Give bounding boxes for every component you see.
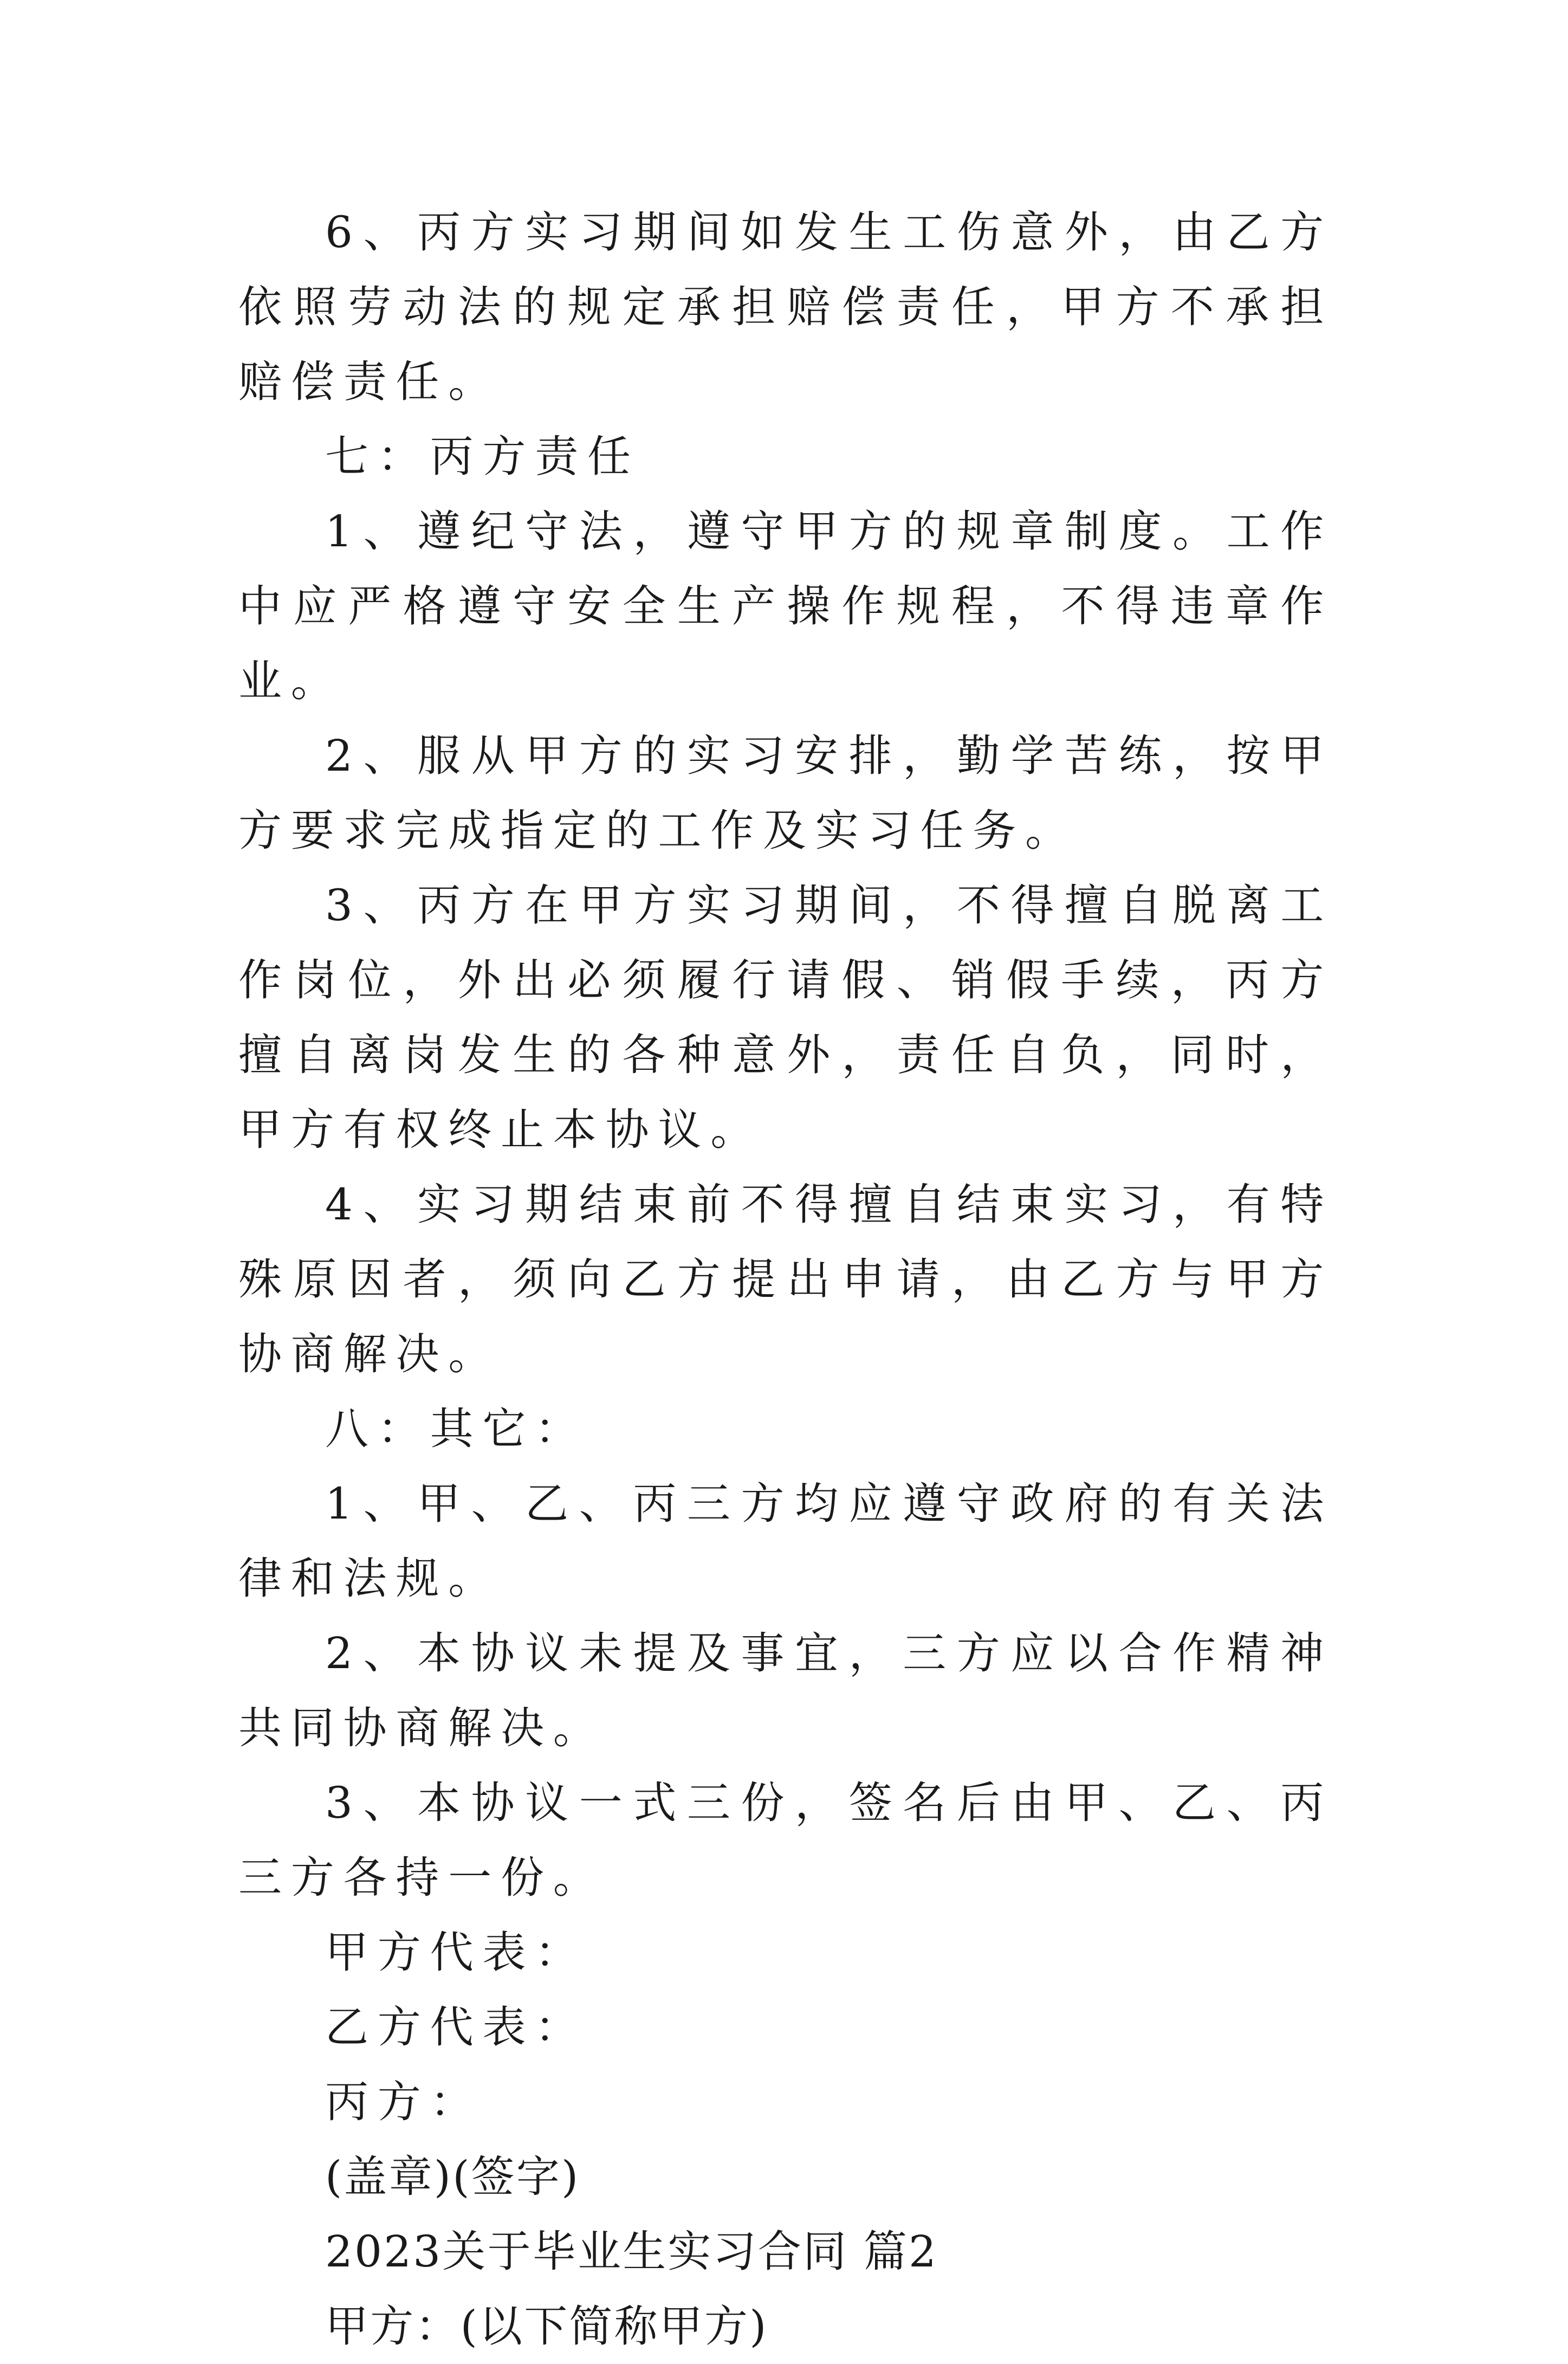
clause-paragraph: 3、本协议一式三份，签名后由甲、乙、丙三方各持一份。 [238, 1778, 1333, 1903]
section-heading: 七：丙方责任 [325, 431, 640, 482]
signature-party-b: 乙方代表： [325, 2002, 587, 2052]
clause-paragraph: 6、丙方实习期间如发生工伤意外，由乙方依照劳动法的规定承担赔偿责任，甲方不承担赔偿责任。 [238, 207, 1333, 407]
clause-paragraph: 1、遵纪守法，遵守甲方的规章制度。工作中应严格遵守安全生产操作规程，不得违章作业。 [238, 506, 1333, 706]
seal-signature-note: (盖章)(签字) [325, 2152, 580, 2202]
clause-paragraph: 2、服从甲方的实习安排，勤学苦练，按甲方要求完成指定的工作及实习任务。 [238, 731, 1333, 856]
section-heading: 八：其它： [325, 1404, 587, 1454]
clause-paragraph: 4、实习期结束前不得擅自结束实习，有特殊原因者，须向乙方提出申请，由乙方与甲方协商解决。 [238, 1179, 1333, 1379]
clause-paragraph: 3、丙方在甲方实习期间，不得擅自脱离工作岗位，外出必须履行请假、销假手续，丙方擅自离岗发生的各种意外，责任自负，同时，甲方有权终止本协议。 [238, 880, 1333, 1155]
signature-party-c: 丙方： [325, 2077, 483, 2127]
next-section-party-a: 甲方：(以下简称甲方) [325, 2301, 768, 2352]
clause-paragraph: 2、本协议未提及事宜，三方应以合作精神共同协商解决。 [238, 1628, 1333, 1753]
signature-party-a: 甲方代表： [325, 1927, 587, 1978]
next-section-title: 2023关于毕业生实习合同 篇2 [325, 2226, 938, 2277]
clause-paragraph: 1、甲、乙、丙三方均应遵守政府的有关法律和法规。 [238, 1478, 1333, 1604]
document-body [238, 195, 1333, 2364]
